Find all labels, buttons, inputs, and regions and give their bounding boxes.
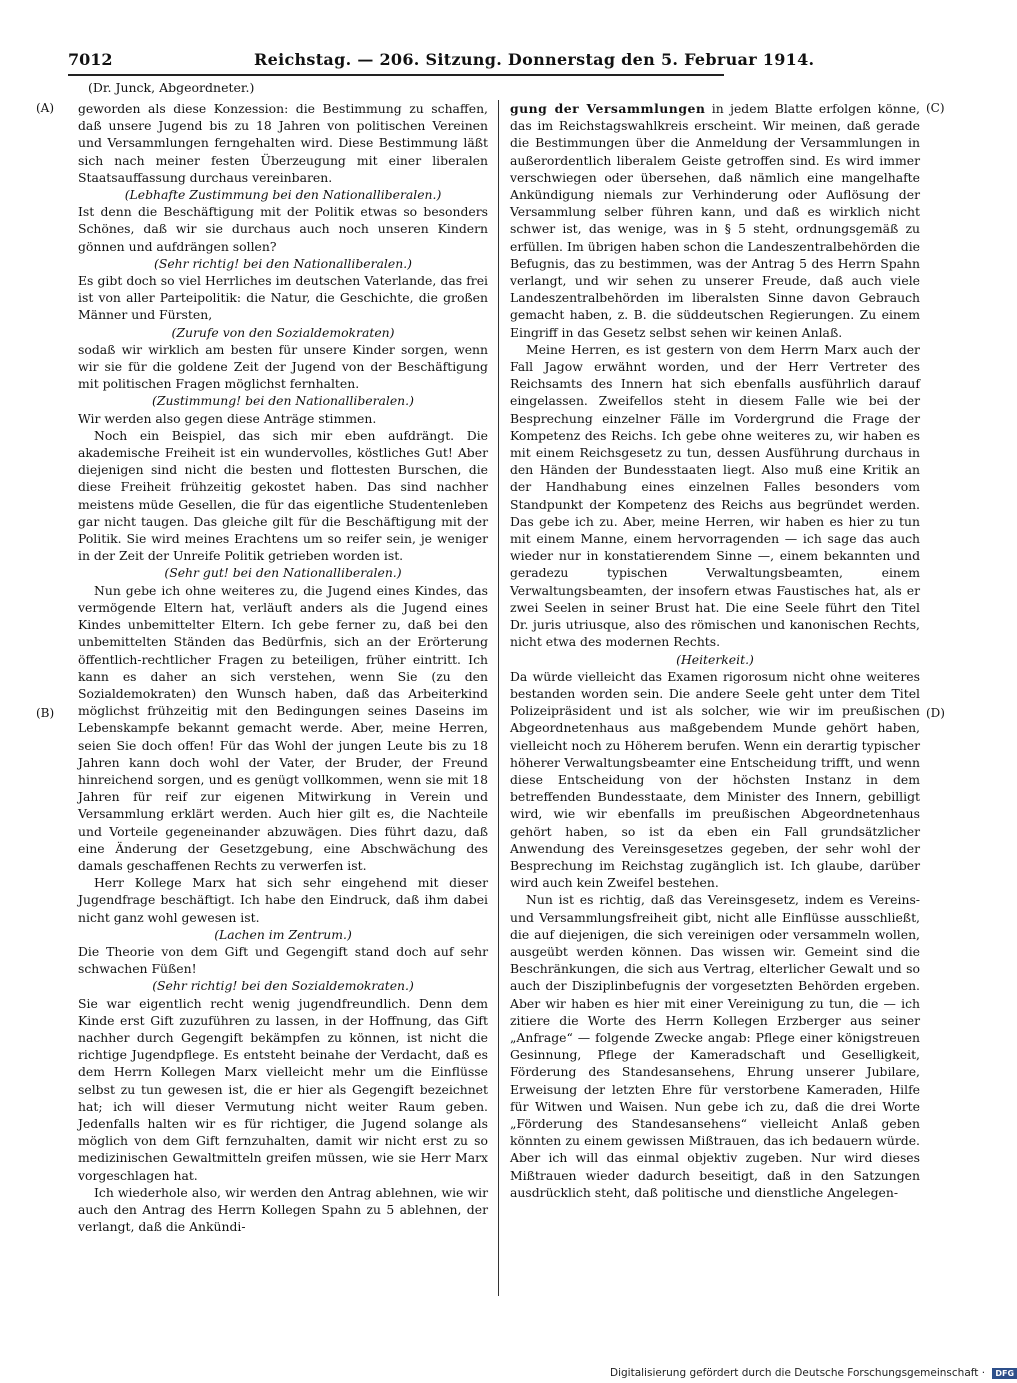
column-divider [498,100,499,1296]
margin-marker-c: (C) [926,101,945,115]
speaker-line: (Dr. Junck, Abgeordneter.) [88,80,255,95]
running-title: Reichstag. — 206. Sitzung. Donnerstag den 5. Februar 1914. [254,50,815,69]
paragraph-text: Nun gebe ich ohne weiteres zu, die Jugend eines Kindes, das vermögende Eltern hat, verläuft anders als die Jugend eines Kindes unbemittelter Eltern. Ich gebe ferner zu, daß bei den unbemittelten Ständen das Bedürfnis, sich an der Erörterung öffentlich-rechtlicher Fragen zu beteiligen, früher eintritt. Ich kann es daher an sich verstehen, wenn Sie (zu den Sozialdemokraten) den Wunsch haben, daß das Arbeiterkind möglichst frühzeitig mit den Bedingungen seines Daseins im Lebenskampfe bekannt gemacht werde. Aber, meine Herren, seien Sie doch offen! Für das Wohl der jungen Leute bis zu 18 Jahren kann doch wohl der Vater, der Bruder, der Freund hinreichend sorgen, und es genügt vollkommen, wenn sie mit 18 Jahren für reif zur eigenen Mitwirkung in Verein und Versammlung erklärt werden. Auch hier gilt es, die Nachteile und Vorteile gegeneinander abzuwägen. Dies führt dazu, daß eine Änderung der Gesetzgebung, eine Abschwächung des damals geschaffenen Rechts zu verwerfen ist. [78,582,488,873]
paragraph [78,995,488,1184]
paragraph [510,341,920,651]
interjection [78,186,488,203]
interjection [78,324,488,341]
interjection [78,977,488,994]
paragraph-text: Da würde vielleicht das Examen rigorosum nicht ohne weiteres bestanden worden sein. Die andere Seele geht unter dem Titel Polizeipräsident und ist als solcher, wie wir im preußischen Abgeordnetenhaus aus maßgebendem Munde gehört haben, vielleicht noch zu Höherem berufen. Wenn ein derartig typischer höherer Verwaltungsbeamter eine Entscheidung trifft, und wenn diese Entscheidung von der höchsten Instanz in dem betreffenden Bundesstaate, dem Minister des Innern, gebilligt wird, wie wir ebenfalls im preußischen Abgeordnetenhaus gehört haben, so ist da eben ein Fall grundsätzlicher Anwendung des Vereinsgesetzes gegeben, der sehr wohl der Besprechung im Reichstag zugänglich ist. Ich glaube, darüber wird auch kein Zweifel bestehen. [510,668,920,891]
paragraph-text: Ich wiederhole also, wir werden den Antrag ablehnen, wie wir auch den Antrag des Herrn Kollegen Spahn zu 5 ablehnen, der verlangt, daß die Ankündi- [78,1184,488,1235]
right-column [510,100,920,1201]
paragraph-text: (Heiterkeit.) [676,651,754,667]
paragraph [78,582,488,874]
interjection [78,926,488,943]
paragraph-text: (Zustimmung! bei den Nationalliberalen.) [152,393,414,409]
paragraph-text: Sie war eigentlich recht wenig jugendfreundlich. Denn dem Kinde erst Gift zuzuführen zu lassen, in der Hoffnung, das Gift nachher durch Gegengift bekämpfen zu können, ist nicht die richtige Jugendpflege. Es entsteht beinahe der Verdacht, daß es dem Herrn Kollegen Marx vielleicht mehr um die Einflüsse selbst zu tun gewesen ist, die er hier als Gegengift bezeichnet hat; ich will dieser Vermutung nicht weiter Raum geben. Jedenfalls halten wir es für richtiger, die Jugend solange als möglich von dem Gift fernzuhalten, damit wir nicht erst zu so medizinischen Gewaltmitteln greifen müssen, wie sie Herr Marx vorgeschlagen hat. [78,995,488,1183]
paragraph [78,874,488,926]
paragraph [78,100,488,186]
paragraph-text: (Sehr gut! bei den Nationalliberalen.) [164,565,402,581]
footer-text: Digitalisierung gefördert durch die Deutsche Forschungsgemeinschaft · [610,1367,986,1379]
paragraph [78,1184,488,1236]
header-rule [68,74,724,76]
paragraph-text: Ist denn die Beschäftigung mit der Politik etwas so besonders Schönes, daß wir sie durchaus auch noch unseren Kindern gönnen und aufdrängen sollen? [78,204,488,254]
paragraph-text: (Lebhafte Zustimmung bei den Nationalliberalen.) [124,187,442,203]
paragraph-text: Meine Herren, es ist gestern von dem Herrn Marx auch der Fall Jagow erwähnt worden, und der Herr Vertreter des Reichsamts des Innern hat sich ebenfalls ausführlich darauf eingelassen. Zweifellos steht in diesem Falle wie bei der Besprechung einzelner Fälle im Vordergrund die Frage der Kompetenz des Reichs. Ich gebe ohne weiteres zu, wir haben es mit einem Reichsgesetz zu tun, dessen Ausführung durchaus in den Händen der Bundesstaaten liegt. Also muß eine Kritik an der Handhabung eines einzelnen Falles besonders vom Standpunkt der Kompetenz des Reichs aus begründet werden. Das gebe ich zu. Aber, meine Herren, wir haben es hier zu tun mit einem Manne, einem hervorragenden — ich sage das auch wieder nur in konstatierendem Sinne —, einem bekannten und geradezu typischen Verwaltungsbeamten, einem Verwaltungsbeamten, der insofern etwas Faustisches hat, als er zwei Seelen in seiner Brust hat. Die eine Seele führt den Titel Dr. juris utriusque, also des römischen und kanonischen Rechts, nicht etwa des modernen Rechts. [510,341,920,650]
interjection [510,651,920,668]
margin-marker-d: (D) [926,706,945,720]
bold-lead: gung der Versammlungen [510,101,706,116]
paragraph [78,943,488,977]
paragraph-text: Herr Kollege Marx hat sich sehr eingehend mit dieser Jugendfrage beschäftigt. Ich habe den Eindruck, daß ihm dabei nicht ganz wohl gewesen ist. [78,875,488,925]
paragraph-text: (Sehr richtig! bei den Sozialdemokraten.) [152,978,414,994]
paragraph [510,891,920,1201]
page-number: 7012 [68,50,113,69]
interjection [78,564,488,581]
paragraph-text: (Zurufe von den Sozialdemokraten) [171,324,395,340]
paragraph [78,410,488,427]
page-header [68,50,815,72]
paragraph-text: Es gibt doch so viel Herrliches im deutschen Vaterlande, das frei ist von aller Parteipolitik: die Natur, die Geschichte, die großen Männer und Fürsten, [78,273,488,323]
paragraph-text: Wir werden also gegen diese Anträge stimmen. [78,410,377,426]
paragraph [78,272,488,324]
paragraph [510,100,920,341]
paragraph-text: Nun ist es richtig, daß das Vereinsgesetz, indem es Vereins- und Versammlungsfreiheit gibt, nicht alle Einflüsse ausschließt, die auf diejenigen, die sich vereinigen oder versammeln wollen, ausgeübt werden können. Das wissen wir. Gemeint sind die Beschränkungen, die sich aus Vertrag, elterlicher Gewalt und so auch der Disziplinbefugnis der vorgesetzten Behörden ergeben. Aber wir haben es hier mit einer Vereinigung zu tun, die — ich zitiere die Worte des Herrn Kollegen Erzberger aus seiner „Anfrage“ — folgende Zwecke angab: Pflege einer königstreuen Gesinnung, Pflege der Kameradschaft und Geselligkeit, Förderung des Standesansehens, Ehrung unserer Jubilare, Erweisung der letzten Ehre für verstorbene Kameraden, Hilfe für Witwen und Waisen. Nun gebe ich zu, daß die drei Worte „Förderung des Standesansehens“ vielleicht Anlaß geben könnten zu einem gewissen Mißtrauen, das ich bedauern würde. Aber ich will das einmal objektiv zugeben. Nur wird dieses Mißtrauen wieder dadurch beseitigt, daß in den Satzungen ausdrücklich steht, daß politische und dienstliche Angelegen- [510,892,920,1200]
paragraph [510,668,920,892]
interjection [78,392,488,409]
left-column [78,100,488,1235]
paragraph-text: (Lachen im Zentrum.) [214,926,352,942]
paragraph-text: sodaß wir wirklich am besten für unsere Kinder sorgen, wenn wir sie für die goldene Zeit der Jugend von der Beschäftigung mit politischen Fragen möglichst fernhalten. [78,341,488,392]
paragraph [78,341,488,393]
paragraph-text: in jedem Blatte erfolgen könne, das im Reichstagswahlkreis erscheint. Wir meinen, daß gerade die Bestimmungen über die Anmeldung der Versammlungen in außerordentlich liberalem Geiste getroffen sind. Es wird immer verschwiegen oder übersehen, daß nämlich eine mangelhafte Ankündigung niemals zur Verhinderung oder Auflösung der Versammlung selber führen kann, und daß es wirklich nicht schwer ist, das wenige, was in § 5 steht, ordnungsgemäß zu erfüllen. Im übrigen haben schon die Landeszentralbehörden die Befugnis, das zu bestimmen, was der Antrag 5 des Herrn Spahn verlangt, und wir sehen zu unserer Freude, daß auch viele Landeszentralbehörden im liberalsten Sinne davon Gebrauch gemacht haben, z. B. die süddeutschen Regierungen. Zu einem Eingriff in das Gesetz selbst sehen wir keinen Anlaß. [510,101,920,340]
paragraph-text: Die Theorie von dem Gift und Gegengift stand doch auf sehr schwachen Füßen! [78,943,488,977]
margin-marker-a: (A) [36,101,55,115]
dfg-logo-icon: DFG [992,1368,1017,1379]
paragraph [78,203,488,255]
margin-marker-b: (B) [36,706,55,720]
footer-credit [610,1367,1017,1379]
paragraph-text: (Sehr richtig! bei den Nationalliberalen.) [154,255,412,271]
paragraph-text: geworden als diese Konzession: die Bestimmung zu schaffen, daß unsere Jugend bis zu 18 Jahren von politischen Vereinen und Versammlungen ferngehalten wird. Diese Bestimmung läßt sich nach meiner festen Überzeugung mit einer liberalen Staatsauffassung durchaus vereinbaren. [78,101,488,185]
paragraph [78,427,488,565]
paragraph-text: Noch ein Beispiel, das sich mir eben aufdrängt. Die akademische Freiheit ist ein wundervolles, köstliches Gut! Aber diejenigen sind nicht die besten und flottesten Burschen, die diese Freiheit frühzeitig gekostet haben. Das sind nachher meistens müde Gesellen, die für das eigentliche Studentenleben gar nicht taugen. Das gleiche gilt für die Beschäftigung mit der Politik. Sie wird meines Erachtens um so reifer sein, je weniger in der Zeit der Unreife Politik getrieben worden ist. [78,427,488,564]
interjection [78,255,488,272]
